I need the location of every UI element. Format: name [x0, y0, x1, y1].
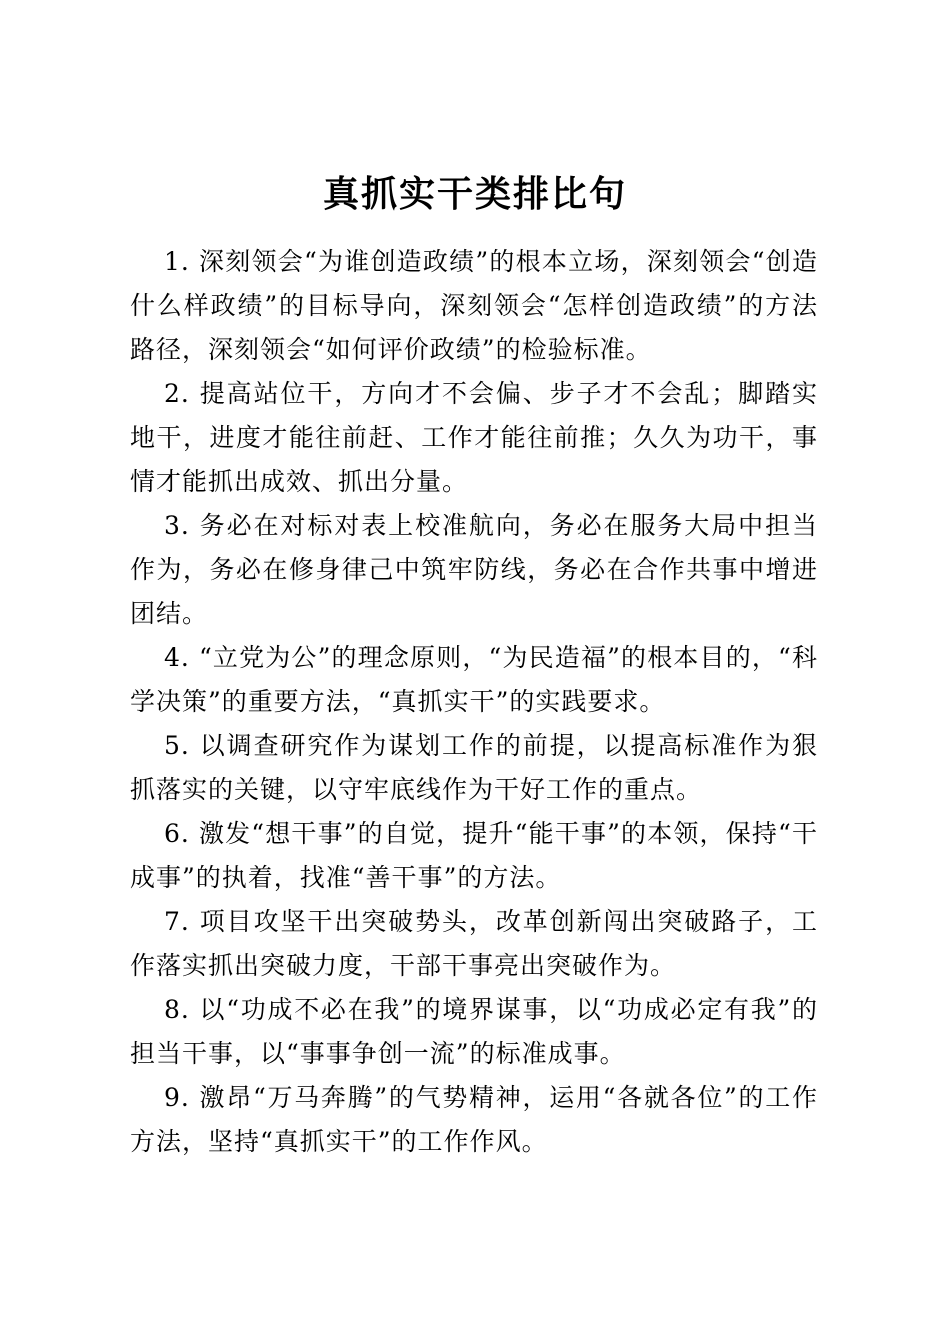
paragraph-8: 8. 以“功成不必在我”的境界谋事，以“功成必定有我”的担当干事，以“事事争创一流”的标准成事。: [130, 995, 818, 1068]
paragraph-1: 1. 深刻领会“为谁创造政绩”的根本立场，深刻领会“创造什么样政绩”的目标导向，深刻领会“怎样创造政绩”的方法路径，深刻领会“如何评价政绩”的检验标准。: [130, 247, 818, 364]
paragraph-4: 4. “立党为公”的理念原则，“为民造福”的根本目的，“科学决策”的重要方法，“真抓实干”的实践要求。: [130, 643, 818, 716]
paragraph-2: 2. 提高站位干，方向才不会偏、步子才不会乱；脚踏实地干，进度才能往前赶、工作才能往前推；久久为功干，事情才能抓出成效、抓出分量。: [130, 379, 818, 496]
paragraph-7: 7. 项目攻坚干出突破势头，改革创新闯出突破路子，工作落实抓出突破力度，干部干事亮出突破作为。: [130, 907, 818, 980]
document-body: [130, 240, 818, 1164]
paragraph-5: 5. 以调查研究作为谋划工作的前提，以提高标准作为狠抓落实的关键，以守牢底线作为干好工作的重点。: [130, 731, 818, 804]
paragraph-9: 9. 激昂“万马奔腾”的气势精神，运用“各就各位”的工作方法，坚持“真抓实干”的工作作风。: [130, 1083, 818, 1156]
paragraph-3: 3. 务必在对标对表上校准航向，务必在服务大局中担当作为，务必在修身律己中筑牢防线，务必在合作共事中增进团结。: [130, 511, 818, 628]
paragraph-6: 6. 激发“想干事”的自觉，提升“能干事”的本领，保持“干成事”的执着，找准“善干事”的方法。: [130, 819, 818, 892]
document-title: 真抓实干类排比句: [322, 173, 627, 215]
